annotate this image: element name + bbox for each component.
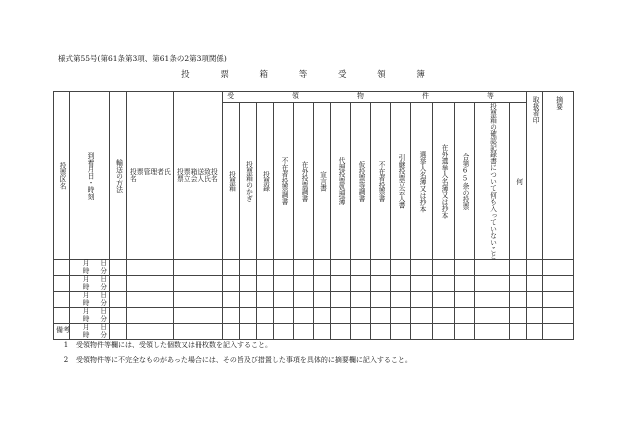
table-cell[interactable] (314, 276, 331, 292)
table-cell[interactable] (110, 292, 127, 308)
hour-label: 時 (82, 283, 90, 292)
table-cell[interactable] (127, 260, 174, 276)
table-row (54, 307, 574, 323)
minute-label: 分 (100, 283, 107, 292)
notes-heading: 備考 (56, 326, 70, 334)
item-header: 仮投票等調書 (351, 103, 371, 260)
table-cell[interactable] (331, 260, 351, 276)
table-cell[interactable] (331, 307, 351, 323)
table-cell[interactable] (371, 292, 391, 308)
month-label: 月 (82, 259, 90, 268)
table-cell[interactable] (543, 307, 574, 323)
table-cell[interactable] (475, 260, 510, 276)
table-cell[interactable] (54, 307, 70, 323)
table-cell[interactable] (351, 260, 371, 276)
table-cell[interactable] (455, 292, 475, 308)
table-cell[interactable] (371, 307, 391, 323)
table-cell[interactable] (294, 307, 314, 323)
table-cell[interactable] (433, 307, 455, 323)
table-cell[interactable] (391, 307, 411, 323)
form-reference: 様式第55号(第61条第3項、第61条の2第3項関係) (58, 54, 227, 63)
page-title: 投 票 箱 等 受 領 簿 (181, 70, 439, 80)
hour-label: 時 (82, 299, 90, 308)
table-cell[interactable] (314, 292, 331, 308)
item-header: 在外選挙人名簿又は抄本 (433, 103, 455, 260)
table-row (54, 260, 574, 276)
table-cell[interactable] (257, 307, 274, 323)
table-cell[interactable] (314, 307, 331, 323)
table-cell[interactable] (371, 260, 391, 276)
table-cell[interactable] (110, 260, 127, 276)
table-cell[interactable] (240, 276, 257, 292)
table-cell[interactable] (223, 276, 240, 292)
table-cell[interactable] (510, 292, 527, 308)
table-cell[interactable] (455, 276, 475, 292)
table-cell[interactable] (274, 276, 294, 292)
header-received-items-group: 受 領 物 件 等 (223, 92, 527, 103)
table-cell[interactable] (411, 323, 433, 339)
table-cell[interactable] (455, 307, 475, 323)
item-header: 不在者投票書 (371, 103, 391, 260)
table-cell[interactable] (411, 292, 433, 308)
table-cell[interactable] (240, 307, 257, 323)
table-cell[interactable] (527, 323, 543, 339)
table-cell[interactable] (391, 260, 411, 276)
table-cell[interactable] (543, 260, 574, 276)
item-header: 投票箱 (223, 103, 240, 260)
day-label: 日 (100, 291, 107, 300)
arrival-datetime-cell[interactable] (70, 307, 110, 323)
table-cell[interactable] (433, 323, 455, 339)
header-escort-witness-name: 投票箱送致投票立会人氏名 (174, 92, 223, 260)
month-label: 月 (82, 291, 90, 300)
table-cell[interactable] (527, 307, 543, 323)
table-cell[interactable] (54, 292, 70, 308)
table-cell[interactable] (351, 292, 371, 308)
header-remarks: 摘要 (543, 92, 574, 260)
table-cell[interactable] (274, 292, 294, 308)
table-cell[interactable] (433, 276, 455, 292)
minute-label: 分 (100, 330, 107, 339)
table-cell[interactable] (274, 260, 294, 276)
table-cell[interactable] (223, 292, 240, 308)
header-arrival-time: 到着月日・時刻 (70, 92, 110, 260)
table-cell[interactable] (174, 292, 223, 308)
table-cell[interactable] (543, 292, 574, 308)
table-cell[interactable] (411, 307, 433, 323)
table-cell[interactable] (54, 276, 70, 292)
item-header: 引継投票立会人書 (391, 103, 411, 260)
item-header: 不在者投票調書 (274, 103, 294, 260)
table-row (54, 292, 574, 308)
month-label: 月 (82, 275, 90, 284)
month-label: 月 (82, 322, 90, 331)
table-cell[interactable] (174, 276, 223, 292)
table-cell[interactable] (510, 260, 527, 276)
table-cell[interactable] (351, 307, 371, 323)
item-header: 合第65条の投票 (455, 103, 475, 260)
table-cell[interactable] (314, 260, 331, 276)
table-cell[interactable] (174, 260, 223, 276)
table-cell[interactable] (331, 292, 351, 308)
table-cell[interactable] (257, 276, 274, 292)
table-row (54, 276, 574, 292)
table-cell[interactable] (294, 292, 314, 308)
table-cell[interactable] (475, 307, 510, 323)
item-header: 宣言書 (314, 103, 331, 260)
day-label: 日 (100, 275, 107, 284)
item-header: 選挙人名簿又は抄本 (411, 103, 433, 260)
header-manager-name: 投票管理者氏名 (127, 92, 174, 260)
table-cell[interactable] (527, 292, 543, 308)
notes (56, 323, 412, 368)
table-cell[interactable] (110, 276, 127, 292)
table-cell[interactable] (294, 260, 314, 276)
table-cell[interactable] (543, 323, 574, 339)
table-cell[interactable] (510, 307, 527, 323)
day-label: 日 (100, 259, 107, 268)
table-cell[interactable] (510, 323, 527, 339)
table-cell[interactable] (433, 292, 455, 308)
header-district: 投票区名 (54, 92, 70, 260)
table-cell[interactable] (371, 276, 391, 292)
table-cell[interactable] (331, 276, 351, 292)
table-cell[interactable] (510, 276, 527, 292)
table-cell[interactable] (174, 307, 223, 323)
table-cell[interactable] (223, 307, 240, 323)
table-cell[interactable] (110, 307, 127, 323)
table-cell[interactable] (257, 292, 274, 308)
table-cell[interactable] (411, 276, 433, 292)
table-cell[interactable] (475, 276, 510, 292)
header-transport-method: 輸送の方法 (110, 92, 127, 260)
note-item: 2 受領物件等に不完全なものがあった場合には、その旨及び措置した事項を具体的に摘要欄に記入すること。 (63, 356, 412, 364)
table-cell[interactable] (391, 292, 411, 308)
minute-label: 分 (100, 314, 107, 323)
item-header: 投票箱のかぎ (240, 103, 257, 260)
table-cell[interactable] (127, 307, 174, 323)
table-cell[interactable] (223, 260, 240, 276)
item-header: 在外投票調書 (294, 103, 314, 260)
table-cell[interactable] (240, 292, 257, 308)
table-cell[interactable] (257, 260, 274, 276)
item-header: 代理投票処理簿 (331, 103, 351, 260)
receipt-ledger-table (53, 91, 574, 340)
table-cell[interactable] (54, 260, 70, 276)
table-cell[interactable] (274, 307, 294, 323)
month-label: 月 (82, 306, 90, 315)
table-cell[interactable] (294, 276, 314, 292)
item-header: 投票箱の確認記録書について何も入っていないこと (475, 103, 510, 260)
table-cell[interactable] (433, 260, 455, 276)
header-receiver-seal: 取扱者印 (527, 92, 543, 260)
note-item: 1 受領物件等欄には、受領した個数又は冊枚数を記入すること。 (63, 341, 272, 349)
day-label: 日 (100, 306, 107, 315)
table-cell[interactable] (240, 260, 257, 276)
hour-label: 時 (82, 267, 90, 276)
table-cell[interactable] (127, 292, 174, 308)
arrival-datetime-cell[interactable] (70, 292, 110, 308)
table-cell[interactable] (475, 323, 510, 339)
hour-label: 時 (82, 314, 90, 323)
table-cell[interactable] (351, 276, 371, 292)
minute-label: 分 (100, 267, 107, 276)
hour-label: 時 (82, 330, 90, 339)
minute-label: 分 (100, 299, 107, 308)
table-cell[interactable] (475, 292, 510, 308)
table-cell[interactable] (527, 260, 543, 276)
table-cell[interactable] (391, 276, 411, 292)
table-cell[interactable] (455, 260, 475, 276)
item-header: 何 (510, 103, 527, 260)
arrival-datetime-cell[interactable] (70, 276, 110, 292)
table-cell[interactable] (543, 276, 574, 292)
table-cell[interactable] (527, 276, 543, 292)
table-cell[interactable] (127, 276, 174, 292)
day-label: 日 (100, 322, 107, 331)
table-cell[interactable] (455, 323, 475, 339)
table-cell[interactable] (411, 260, 433, 276)
item-header: 投票録 (257, 103, 274, 260)
arrival-datetime-cell[interactable] (70, 260, 110, 276)
